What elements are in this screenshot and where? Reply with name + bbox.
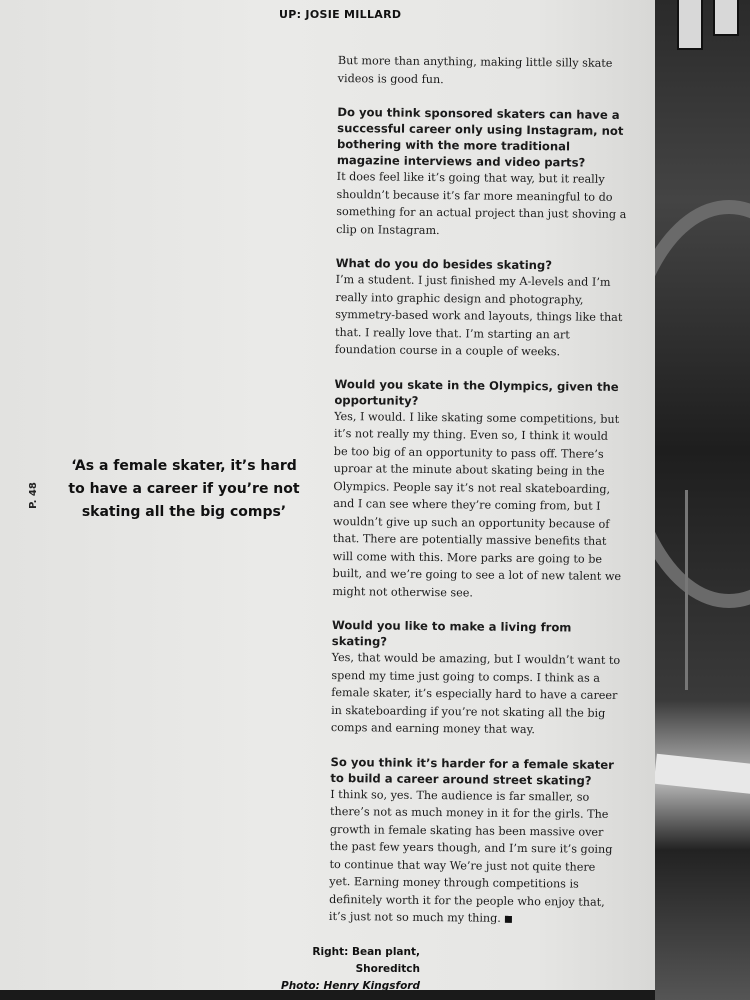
question: What do you do besides skating? — [335, 255, 553, 273]
answer: It does feel like it’s going that way, but it really shouldn’t because it’s far more meaningful to do something for an actual project than just shoving a clip on Instagram. — [336, 169, 627, 237]
pull-quote: ‘As a female skater, it’s hard to have a career if you’re not skating all the big comps’ — [68, 458, 300, 520]
caption-location: Right: Bean plant, Shoreditch — [312, 946, 420, 975]
facing-page-photo — [655, 0, 750, 1000]
question: Would you skate in the Olympics, given the opportunity? — [334, 376, 619, 408]
handrail-shape — [685, 490, 688, 690]
question: So you think it’s harder for a female skater to build a career around street skating? — [330, 754, 615, 788]
answer-text: I think so, yes. The audience is far smaller, so there’s not as much money in it for the girls. The growth in female skating has been massive over the past few years though, and I’m sure it’s going to continue that way We’re just not quite there yet. Earning money through competitions is definitely worth it for the people who enjoy that, it’s just not so much my thing. — [328, 787, 613, 925]
answer: Yes, I would. I like skating some competitions, but it’s not really my thing. Even so, I think it would be too big of an opportunity to pass off. There’s uproar at the minute about skating being in the Olympics. People say it’s not real skateboarding, and I can see where they’re coming from, but I wouldn’t give up such an opportunity because of that. There are potentially massive benefits that will come with this. More parks are going to be built, and we’re going to see a lot of new talent we might not otherwise see. — [332, 409, 622, 599]
qa-block — [336, 104, 627, 241]
window-shape — [677, 0, 703, 50]
window-shape — [713, 0, 739, 36]
intro-block — [338, 52, 628, 90]
answer: I’m a student. I just finished my A-levels and I’m really into graphic design and photography, symmetry-based work and layouts, things like that that. I really love that. I’m starting an art foundation course in a couple of weeks. — [334, 272, 623, 359]
photo-caption — [250, 944, 420, 990]
qa-block — [329, 753, 621, 928]
answer — [329, 785, 620, 928]
interview-column — [329, 52, 628, 945]
caption-credit: Photo: Henry Kingsford — [281, 980, 420, 990]
intro-answer: But more than anything, making little silly skate videos is good fun. — [337, 53, 613, 86]
answer: Yes, that would be amazing, but I wouldn’t want to spend my time just going to comps. I think as a female skater, it’s especially hard to have a career in skateboarding if you’re not skating all the big comps and earning money that way. — [330, 650, 621, 737]
building-arch-shape — [655, 200, 750, 608]
section-header: UP: JOSIE MILLARD — [279, 8, 402, 21]
qa-block — [331, 617, 622, 740]
qa-block — [332, 375, 624, 603]
kerb-shape — [655, 754, 750, 796]
qa-block — [335, 255, 626, 362]
question: Would you like to make a living from skating? — [331, 617, 572, 649]
end-square-icon — [505, 915, 512, 922]
question: Do you think sponsored skaters can have a successful career only using Instagram, not bothering with the more traditional magazine interviews and video parts? — [336, 104, 624, 170]
page-number: P. 48 — [27, 482, 39, 509]
